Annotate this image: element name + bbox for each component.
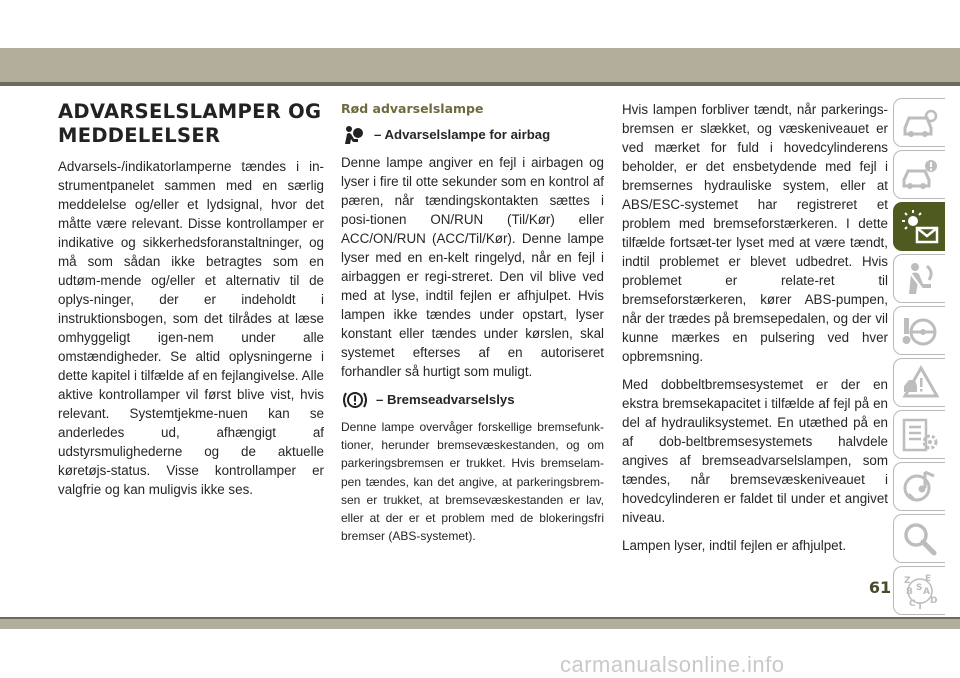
svg-text:S: S bbox=[915, 582, 922, 593]
svg-text:A: A bbox=[922, 586, 930, 597]
roadside-warning-icon bbox=[901, 364, 939, 402]
tab-starting-driving[interactable] bbox=[893, 306, 945, 355]
airbag-title: – Advarselslampe for airbag bbox=[374, 127, 551, 142]
col3-paragraph-2: Med dobbeltbremsesystemet er der en ekstra bremsekapacitet i tilfælde af fejl på en del af hydrauliksystemet. En utæthed på en af dob-beltbremsesystemets halvdele angives af bremseadvarselslampen, som tændes, når bremsevæskeniveauet i hovedcylinderen er faldet til under et angivet niveau. bbox=[622, 377, 888, 525]
tab-warning-lights[interactable] bbox=[893, 202, 945, 251]
brake-paragraph: Denne lampe overvåger forskellige bremsefunk-tioner, herunder bremsevæskestanden, og om parkeringsbremsen er trukket. Hvis bremselam-pen tændes, kan det angive, at parkeringsbrem-sen er trukket, at bremsevæskestanden er lav, eller at der er et problem med de blokeringsfri bremser (ABS-systemet). bbox=[341, 420, 604, 544]
airbag-subheading bbox=[341, 125, 604, 145]
column-3 bbox=[622, 100, 888, 564]
column-2 bbox=[341, 100, 604, 554]
steering-wheel-icon bbox=[901, 312, 939, 350]
car-info-icon bbox=[901, 104, 939, 142]
tab-safety[interactable] bbox=[893, 254, 945, 303]
service-maintenance-icon bbox=[901, 416, 939, 454]
col3-paragraph-3: Lampen lyser, indtil fejlen er afhjulpet. bbox=[622, 538, 847, 553]
warning-lights-icon bbox=[901, 208, 939, 246]
section-title: ADVARSELSLAMPER OG MEDDELELSER bbox=[58, 100, 322, 147]
page-number: 61 bbox=[868, 578, 892, 597]
tab-car-alert[interactable] bbox=[893, 150, 945, 199]
intro-paragraph: Advarsels-/indikatorlamperne tændes i in-strumentpanelet sammen med en særlig meddelelse og/eller et lydsignal, hvor det måtte være relevant. Disse kontrollamper er indikative og sikkerhedsforanstaltninger, og må som sådan ikke betragtes som en udtøm-mende og/eller et alternativ til de oplys-ninger, der er indeholdt i instruktionsbogen, som det tilrådes at læse omhyggeligt igen-nem under alle omstændigheder. Se altid oplysningerne i dette kapitel i tilfælde af en fejlangivelse. Alle aktive kontrollamper vil først blive vist, hvis relevant. Systemtjekme-nuen kan se anderledes ud, afhængigt af udstyrsmulighederne og de aktuelle køretøjs-status. Visse kontrollamper er valgfrie og kan muligvis ikke ses. bbox=[58, 159, 324, 497]
safety-seatbelt-icon bbox=[901, 260, 939, 298]
red-warning-heading: Rød advarselslampe bbox=[341, 101, 484, 116]
tab-emergency[interactable] bbox=[893, 358, 945, 407]
tab-service[interactable] bbox=[893, 410, 945, 459]
svg-text:Z: Z bbox=[903, 575, 911, 586]
column-1 bbox=[58, 100, 324, 508]
col3-paragraph-1: Hvis lampen forbliver tændt, når parkerings-bremsen er slækket, og væskeniveauet er ved mærket for fuld i hovedcylinderens beholder, er det ensbetydende med fejl i bremsernes hydrauliske system, eller at ABS/ESC-systemet har registreret et problem med bremseforstærkeren. I dette tilfælde fortsæt-ter lyset med at være tændt, indtil problemet er blevet udbedret. Hvis problemet er relate-ret til bremseforstærkeren, kører ABS-pumpen, når der trædes på bremsepedalen, og der vil kunne mærkes en pulsering ved hver opbremsning. bbox=[622, 102, 888, 364]
airbag-paragraph: Denne lampe angiver en fejl i airbagen og lyser i fire til otte sekunder som en kontrol af pæren, når tændingskontakten sættes i posi-tionen ON/RUN (Til/Kør) eller ACC/ON/RUN (ACC/Til/Kør). Denne lampe lyser med en en-kelt ringelyd, når en fejl i airbaggen er regi-streret. Den vil blive ved med at lyse, indtil fejlen er afhjulpet. Hvis lampen ikke tændes under opstart, lyser konstant eller tændes under kørslen, skal systemet efterses af en autoriseret forhandler så hurtigt som muligt. bbox=[341, 155, 604, 379]
bottom-band bbox=[0, 617, 960, 629]
search-icon bbox=[901, 520, 939, 558]
brake-title: – Bremseadvarselslys bbox=[376, 392, 515, 407]
tab-multimedia[interactable] bbox=[893, 462, 945, 511]
chapter-tabs bbox=[893, 98, 945, 618]
svg-text:D: D bbox=[929, 595, 937, 606]
tab-car-info[interactable] bbox=[893, 98, 945, 147]
brake-subheading bbox=[341, 390, 604, 410]
svg-text:T: T bbox=[916, 601, 923, 610]
svg-text:E: E bbox=[924, 573, 931, 584]
brake-warning-icon bbox=[341, 390, 369, 410]
airbag-icon bbox=[341, 125, 367, 145]
svg-text:C: C bbox=[908, 598, 916, 609]
multimedia-icon bbox=[901, 468, 939, 506]
index-icon bbox=[901, 572, 939, 610]
svg-text:B: B bbox=[905, 586, 913, 597]
watermark: carmanualsonline.info bbox=[560, 652, 785, 677]
top-band bbox=[0, 48, 960, 86]
tab-index[interactable] bbox=[893, 566, 945, 615]
tab-search[interactable] bbox=[893, 514, 945, 563]
car-alert-icon bbox=[901, 156, 939, 194]
